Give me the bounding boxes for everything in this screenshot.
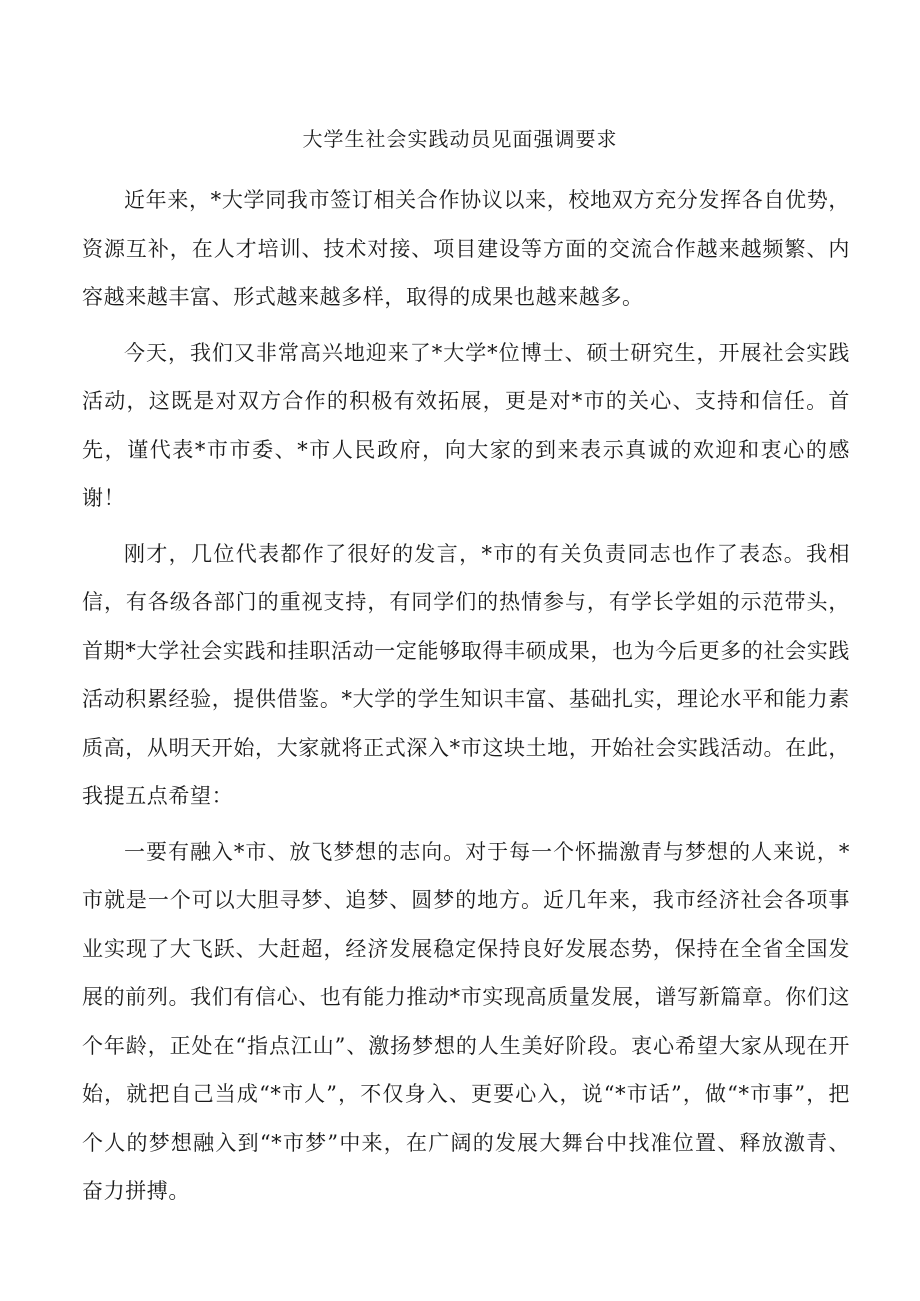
paragraph-3: 刚才，几位代表都作了很好的发言，*市的有关负责同志也作了表态。我相信，有各级各部门的重视支持，有同学们的热情参与，有学长学姐的示范带头，首期*大学社会实践和挂职活动一定能够取得丰硕成果，也为今后更多的社会实践活动积累经验，提供借鉴。*大学的学生知识丰富、基础扎实，理论水平和能力素质高，从明天开始，大家就将正式深入*市这块土地，开始社会实践活动。在此，我提五点希望： (82, 541, 850, 808)
paragraph-2: 今天，我们又非常高兴地迎来了*大学*位博士、硕士研究生，开展社会实践活动，这既是对双方合作的积极有效拓展，更是对*市的关心、支持和信任。首先，谨代表*市市委、*市人民政府，向大家的到来表示真诚的欢迎和衷心的感谢！ (82, 340, 850, 510)
paragraph-1: 近年来，*大学同我市签订相关合作协议以来，校地双方充分发挥各自优势，资源互补，在人才培训、技术对接、项目建设等方面的交流合作越来越频繁、内容越来越丰富、形式越来越多样，取得的成果也越来越多。 (82, 188, 850, 309)
document-body (82, 176, 850, 1223)
document-title: 大学生社会实践动员见面强调要求 (302, 127, 618, 151)
paragraph-4: 一要有融入*市、放飞梦想的志向。对于每一个怀揣激青与梦想的人来说，*市就是一个可以大胆寻梦、追梦、圆梦的地方。近几年来，我市经济社会各项事业实现了大飞跃、大赶超，经济发展稳定保持良好发展态势，保持在全省全国发展的前列。我们有信心、也有能力推动*市实现高质量发展，谱写新篇章。你们这个年龄，正处在“指点江山”、激扬梦想的人生美好阶段。衷心希望大家从现在开始，就把自己当成“*市人”，不仅身入、更要心入，说“*市话”，做“*市事”，把个人的梦想融入到“*市梦”中来，在广阔的发展大舞台中找准位置、释放激青、奋力拼搏。 (82, 839, 850, 1203)
